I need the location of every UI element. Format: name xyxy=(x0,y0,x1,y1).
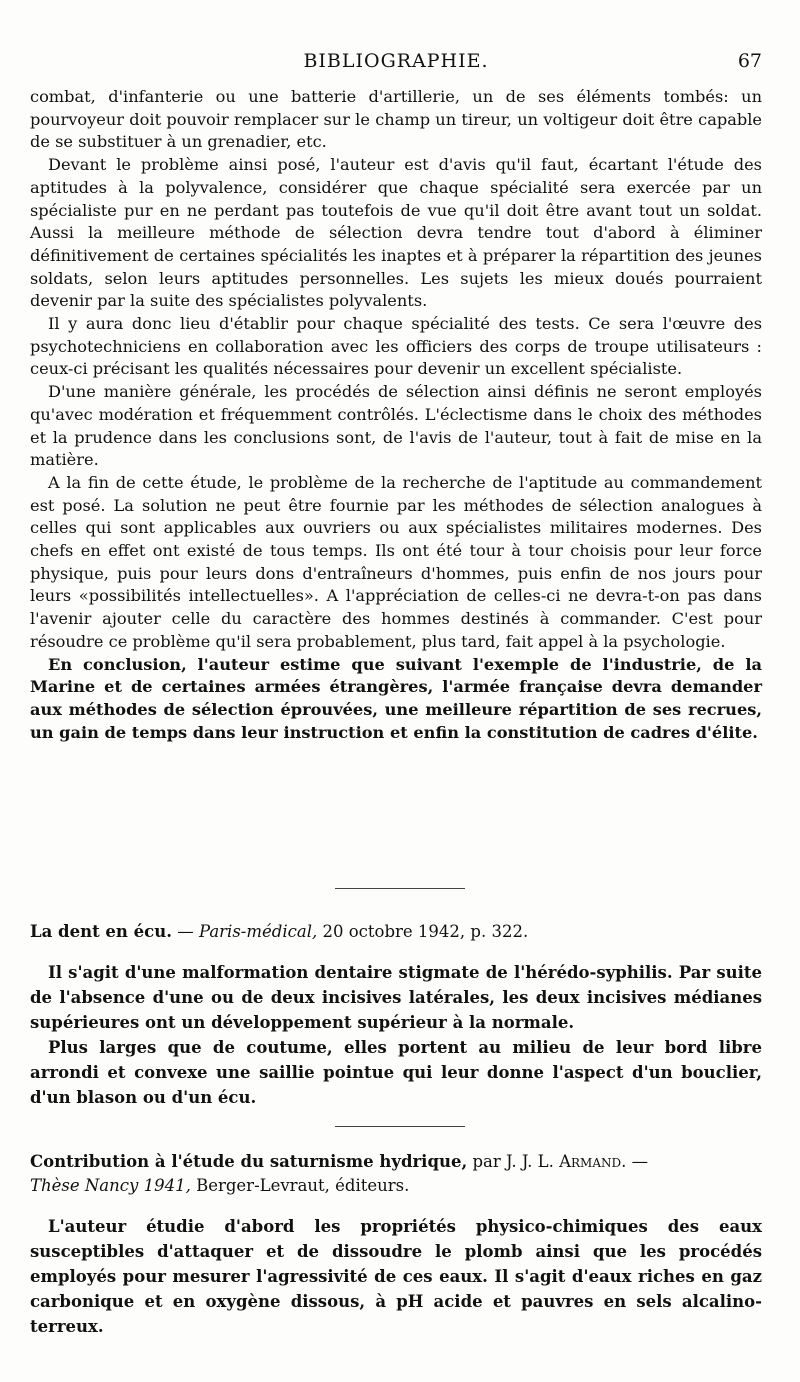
paragraph: Devant le problème ainsi posé, l'auteur est d'avis qu'il faut, écartant l'étude des aptitudes à la polyvalence, considérer que chaque spécialité sera exercée par un spécialiste pur en ne perdant pas toutefois de vue qu'il doit être avant tout un soldat. Aussi la meilleure méthode de sélection devra tendre tout d'abord à éliminer définitivement de certaines spécialités les inaptes et à préparer la répartition des jeunes soldats, selon leurs aptitudes personnelles. Les sujets les mieux doués pourraient devenir par la suite des spécialistes polyvalents. xyxy=(30,155,762,311)
journal-name: Paris-médical, xyxy=(198,922,318,941)
entry-title: Contribution à l'étude du saturnisme hydrique, xyxy=(30,1152,468,1171)
citation: 20 octobre 1942, p. 322. xyxy=(317,922,529,941)
section-divider xyxy=(335,1126,465,1127)
author-prefix: par J. J. L. xyxy=(467,1152,560,1171)
running-head xyxy=(30,50,762,76)
paragraph: combat, d'infanterie ou une batterie d'artillerie, un de ses éléments tombés: un pourvoyeur doit pouvoir remplacer sur le champ un tireur, un voltigeur doit être capable de se substituer à un grenadier, etc. xyxy=(30,87,762,152)
thesis-reference: Thèse Nancy 1941, xyxy=(30,1176,191,1195)
paragraph: A la fin de cette étude, le problème de la recherche de l'aptitude au commandement est posé. La solution ne peut être fournie par les méthodes de sélection analogues à celles qui sont applicables aux ouvriers ou aux spécialistes militaires modernes. Des chefs en effet ont existé de tous temps. Ils ont été tour à tour choisis pour leur force physique, puis pour leurs dons d'entraîneurs d'hommes, puis enfin de nos jours pour leurs «possibilités intellectuelles». A l'appréciation de celles-ci ne devra-t-on pas dans l'avenir ajouter celle du caractère des hommes destinés à commander. C'est pour résoudre ce problème qu'il sera probablement, plus tard, fait appel à la psychologie. xyxy=(30,472,762,651)
entry-body xyxy=(30,960,762,1110)
review-body xyxy=(30,86,762,744)
entry-heading xyxy=(30,920,762,944)
entry-heading xyxy=(30,1150,762,1198)
paragraph: Il y aura donc lieu d'établir pour chaque spécialité des tests. Ce sera l'œuvre des psychotechniciens en collaboration avec les officiers des corps de troupe utilisateurs : ceux-ci précisant les qualités nécessaires pour devenir un excellent spécialiste. xyxy=(30,314,762,379)
entry-body xyxy=(30,1214,762,1339)
entry-title: La dent en écu. xyxy=(30,922,172,941)
paragraph: D'une manière générale, les procédés de sélection ainsi définis ne seront employés qu'avec modération et fréquemment contrôlés. L'éclectisme dans le choix des méthodes et la prudence dans les conclusions sont, de l'avis de l'auteur, tout à fait de mise en la matière. xyxy=(30,382,762,470)
entry-saturnisme xyxy=(30,1150,762,1339)
paragraph: Il s'agit d'une malformation dentaire stigmate de l'hérédo-syphilis. Par suite de l'absence d'une ou de deux incisives latérales, les deux incisives médianes supérieures ont un développement supérieur à la normale. xyxy=(30,963,762,1032)
title-dash: — xyxy=(626,1152,649,1171)
entry-dent-en-ecu xyxy=(30,920,762,1110)
title-separator: — xyxy=(171,922,199,941)
publisher: Berger-Levraut, éditeurs. xyxy=(190,1176,410,1195)
author-name: Armand. xyxy=(559,1152,627,1171)
conclusion-paragraph: En conclusion, l'auteur estime que suivant l'exemple de l'industrie, de la Marine et de certaines armées étrangères, l'armée française devra demander aux méthodes de sélection éprouvées, une meilleure répartition de ses recrues, un gain de temps dans leur instruction et enfin la constitution de cadres d'élite. xyxy=(30,654,762,742)
paragraph: L'auteur étudie d'abord les propriétés physico-chimiques des eaux susceptibles d'attaquer et de dissoudre le plomb ainsi que les procédés employés pour mesurer l'agressivité de ces eaux. Il s'agit d'eaux riches en gaz carbonique et en oxygène dissous, à pH acide et pauvres en sels alcalino-terreux. xyxy=(30,1217,762,1336)
running-title: BIBLIOGRAPHIE. xyxy=(303,50,489,72)
page-number: 67 xyxy=(737,50,762,72)
paragraph: Plus larges que de coutume, elles portent au milieu de leur bord libre arrondi et convexe une saillie pointue qui leur donne l'aspect d'un bouclier, d'un blason ou d'un écu. xyxy=(30,1038,762,1107)
section-divider xyxy=(335,888,465,889)
